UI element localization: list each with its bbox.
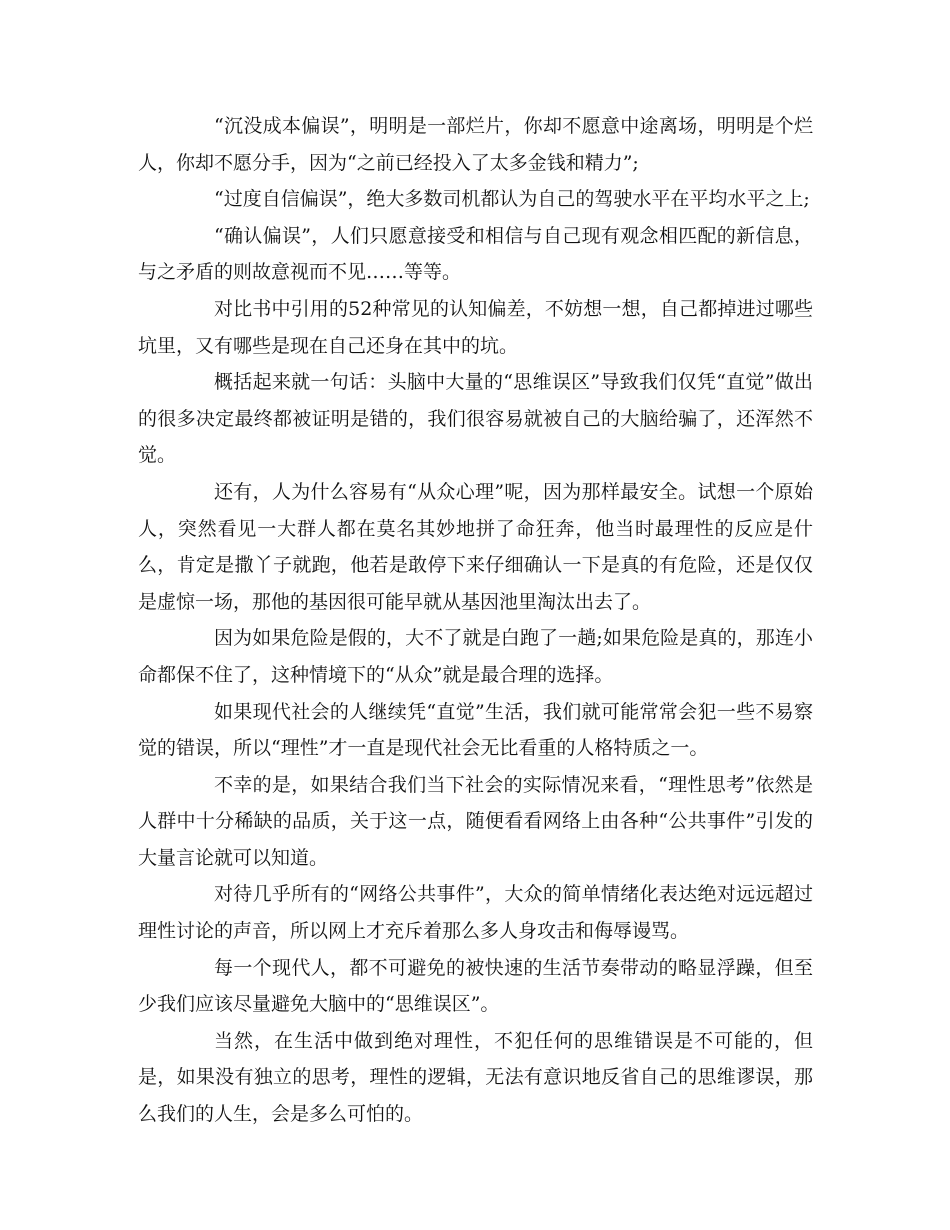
paragraph-52-biases: 对比书中引用的52种常见的认知偏差，不妨想一想，自己都掉进过哪些坑里，又有哪些是现在自己还身在其中的坑。	[138, 297, 813, 357]
paragraph-rational-thinking-scarce: 不幸的是，如果结合我们当下社会的实际情况来看，“理性思考”依然是人群中十分稀缺的品质，关于这一点，随便看看网络上由各种“公共事件”引发的大量言论就可以知道。	[138, 773, 813, 869]
paragraph-conclusion: 当然，在生活中做到绝对理性，不犯任何的思维错误是不可能的，但是，如果没有独立的思考，理性的逻辑，无法有意识地反省自己的思维谬误，那么我们的人生，会是多么可怕的。	[138, 1029, 813, 1126]
paragraph-summary: 概括起来就一句话：头脑中大量的“思维误区”导致我们仅凭“直觉”做出的很多决定最终都被证明是错的，我们很容易就被自己的大脑给骗了，还浑然不觉。	[138, 371, 813, 467]
paragraph-modern-person: 每一个现代人，都不可避免的被快速的生活节奏带动的略显浮躁，但至少我们应该尽量避免大脑中的“思维误区”。	[138, 956, 813, 1016]
paragraph-danger-reasoning: 因为如果危险是假的，大不了就是白跑了一趟;如果危险是真的，那连小命都保不住了，这种情境下的“从众”就是最合理的选择。	[138, 627, 813, 686]
document-body	[138, 108, 813, 1133]
paragraph-herd-mentality: 还有，人为什么容易有“从众心理”呢，因为那样最安全。试想一个原始人，突然看见一大群人都在莫名其妙地拼了命狂奔，他当时最理性的反应是什么，肯定是撒丫子就跑，他若是敢停下来仔细确认一下是真的有危险，还是仅仅是虚惊一场，那他的基因很可能早就从基因池里淘汰出去了。	[138, 480, 813, 613]
paragraph-confirmation-bias: “确认偏误”，人们只愿意接受和相信与自己现有观念相匹配的新信息，与之矛盾的则故意视而不见……等等。	[138, 224, 813, 284]
paragraph-overconfidence: “过度自信偏误”，绝大多数司机都认为自己的驾驶水平在平均水平之上;	[214, 188, 810, 211]
paragraph-online-events: 对待几乎所有的“网络公共事件”，大众的简单情绪化表达绝对远远超过理性讨论的声音，所以网上才充斥着那么多人身攻击和侮辱谩骂。	[138, 883, 813, 943]
paragraph-rationality: 如果现代社会的人继续凭“直觉”生活，我们就可能常常会犯一些不易察觉的错误，所以“理性”才一直是现代社会无比看重的人格特质之一。	[138, 700, 813, 760]
paragraph-sunk-cost: “沉没成本偏误”，明明是一部烂片，你却不愿意中途离场，明明是个烂人，你却不愿分手，因为“之前已经投入了太多金钱和精力”;	[138, 115, 813, 174]
